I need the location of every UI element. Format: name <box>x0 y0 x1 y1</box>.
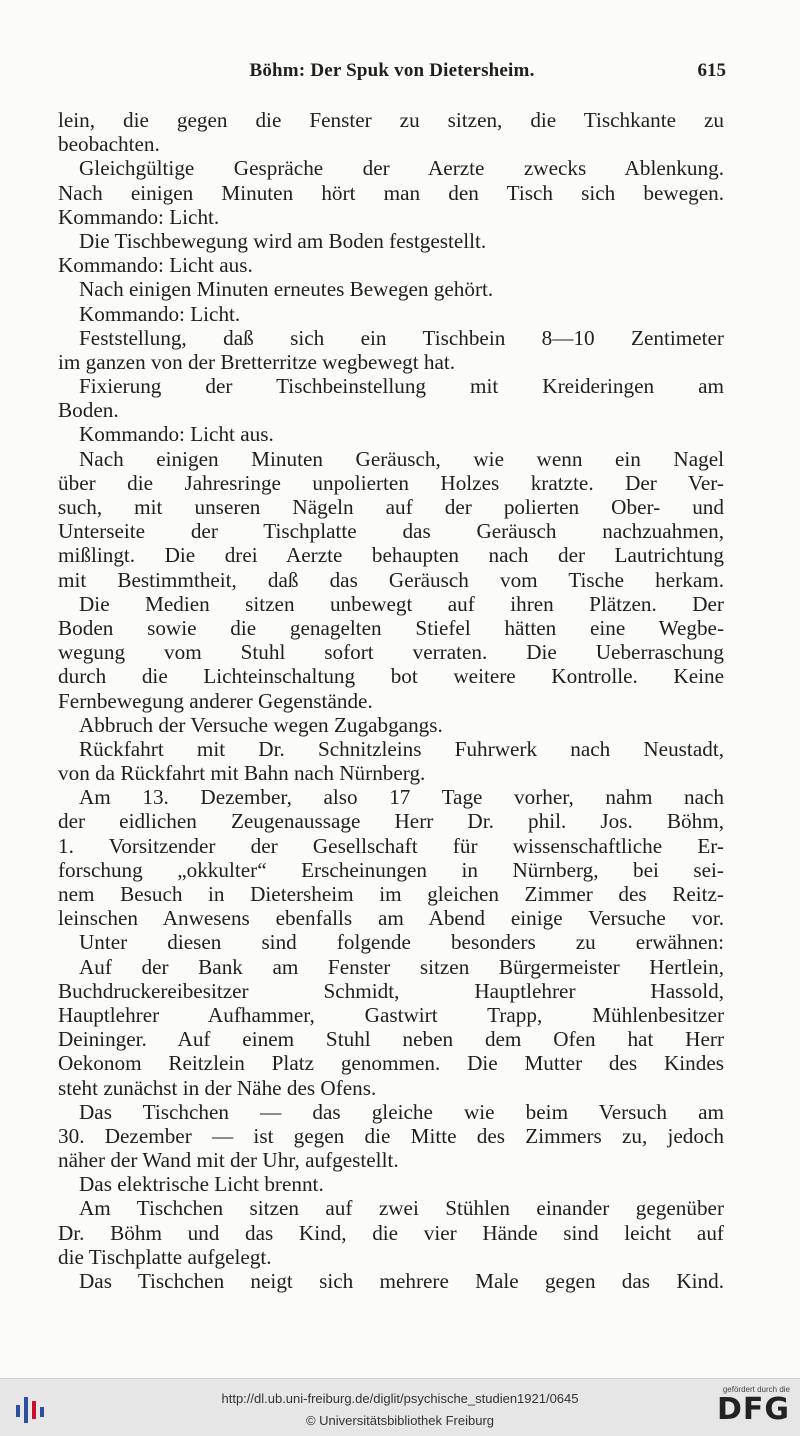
copyright-notice: © Universitätsbibliothek Freiburg <box>305 1413 495 1428</box>
text-line: forschung „okkulter“ Erscheinungen in Nürnberg, bei sei- <box>58 857 724 882</box>
text-line: Boden sowie die genagelten Stiefel hätten eine Wegbe- <box>58 615 724 640</box>
text-line: Nach einigen Minuten hört man den Tisch sich bewegen. <box>58 180 724 205</box>
text-line: Das Tischchen neigt sich mehrere Male gegen das Kind. <box>79 1269 724 1293</box>
text-line: Buchdruckereibesitzer Schmidt, Hauptlehrer Hassold, <box>58 978 724 1003</box>
text-line: Oekonom Reitzlein Platz genommen. Die Mutter des Kindes <box>58 1051 724 1076</box>
text-line: Dr. Böhm und das Kind, die vier Hände sind leicht auf <box>58 1220 724 1245</box>
text-line: steht zunächst in der Nähe des Ofens. <box>58 1075 377 1100</box>
text-line: durch die Lichteinschaltung bot weitere Kontrolle. Keine <box>58 664 724 689</box>
text-line: lein, die gegen die Fenster zu sitzen, die Tischkante zu <box>58 108 724 132</box>
text-line: leinschen Anwesens ebenfalls am Abend einige Versuche vor. <box>58 906 724 931</box>
text-line: Das Tischchen — das gleiche wie beim Versuch am <box>79 1099 724 1124</box>
text-line: Kommando: Licht aus. <box>79 422 274 447</box>
text-line: Abbruch der Versuche wegen Zugabgangs. <box>79 712 443 737</box>
dfg-funding-logo <box>704 1385 790 1431</box>
text-line: Das elektrische Licht brennt. <box>79 1172 324 1197</box>
text-line: Unter diesen sind folgende besonders zu erwähnen: <box>79 930 724 955</box>
page-number: 615 <box>697 60 726 81</box>
funding-note: gefördert durch die <box>722 1385 790 1394</box>
text-line: Die Medien sitzen unbewegt auf ihren Plätzen. Der <box>79 591 724 616</box>
text-line: Kommando: Licht. <box>58 204 220 229</box>
viewer-footer <box>0 1378 800 1436</box>
text-line: Fernbewegung anderer Gegenstände. <box>58 688 373 713</box>
text-line: Feststellung, daß sich ein Tischbein 8—10 Zentimeter <box>79 325 724 350</box>
text-line: von da Rückfahrt mit Bahn nach Nürnberg. <box>58 761 426 786</box>
text-line: Kommando: Licht. <box>79 301 241 326</box>
text-line: wegung vom Stuhl sofort verraten. Die Ueberraschung <box>58 640 724 665</box>
text-line: Rückfahrt mit Dr. Schnitzleins Fuhrwerk nach Neustadt, <box>79 736 724 761</box>
text-line: Hauptlehrer Aufhammer, Gastwirt Trapp, Mühlenbesitzer <box>58 1002 724 1027</box>
text-line: Die Tischbewegung wird am Boden festgestellt. <box>79 228 487 253</box>
text-line: 1. Vorsitzender der Gesellschaft für wissenschaftliche Er- <box>58 833 724 858</box>
text-line: Nach einigen Minuten erneutes Bewegen gehört. <box>79 277 494 302</box>
body-text <box>58 108 724 1293</box>
dfg-wordmark: DFG <box>716 1392 790 1427</box>
text-line: Gleichgültige Gespräche der Aerzte zwecks Ablenkung. <box>79 156 724 181</box>
text-line: im ganzen von der Bretterritze wegbewegt hat. <box>58 349 456 374</box>
text-line: beobachten. <box>58 132 160 157</box>
text-line: such, mit unseren Nägeln auf der polierten Ober- und <box>58 495 724 519</box>
text-line: Kommando: Licht aus. <box>58 253 253 278</box>
text-line: der eidlichen Zeugenaussage Herr Dr. phil. Jos. Böhm, <box>58 809 724 834</box>
permalink-url[interactable]: http://dl.ub.uni-freiburg.de/diglit/psychische_studien1921/0645 <box>221 1391 579 1406</box>
text-line: Fixierung der Tischbeinstellung mit Kreideringen am <box>79 374 724 399</box>
text-line: Nach einigen Minuten Geräusch, wie wenn ein Nagel <box>79 446 724 471</box>
text-line: mit Bestimmtheit, daß das Geräusch vom Tische herkam. <box>58 567 724 592</box>
text-line: näher der Wand mit der Uhr, aufgestellt. <box>58 1148 399 1173</box>
text-line: Auf der Bank am Fenster sitzen Bürgermeister Hertlein, <box>79 954 724 979</box>
text-line: Unterseite der Tischplatte das Geräusch nachzuahmen, <box>58 519 724 544</box>
text-line: Deininger. Auf einem Stuhl neben dem Ofen hat Herr <box>58 1027 724 1052</box>
text-line: mißlingt. Die drei Aerzte behaupten nach der Lautrichtung <box>58 543 724 568</box>
text-line: Am 13. Dezember, also 17 Tage vorher, nahm nach <box>79 785 724 810</box>
text-line: Boden. <box>58 398 119 423</box>
running-head <box>58 60 726 90</box>
text-line: 30. Dezember — ist gegen die Mitte des Zimmers zu, jedoch <box>58 1123 724 1148</box>
text-line: nem Besuch in Dietersheim im gleichen Zimmer des Reitz- <box>58 882 724 906</box>
text-line: über die Jahresringe unpolierten Holzes kratzte. Der Ver- <box>58 470 724 495</box>
text-line: die Tischplatte aufgelegt. <box>58 1244 272 1269</box>
running-title: Böhm: Der Spuk von Dietersheim. <box>249 60 535 81</box>
text-line: Am Tischchen sitzen auf zwei Stühlen einander gegenüber <box>79 1196 724 1221</box>
